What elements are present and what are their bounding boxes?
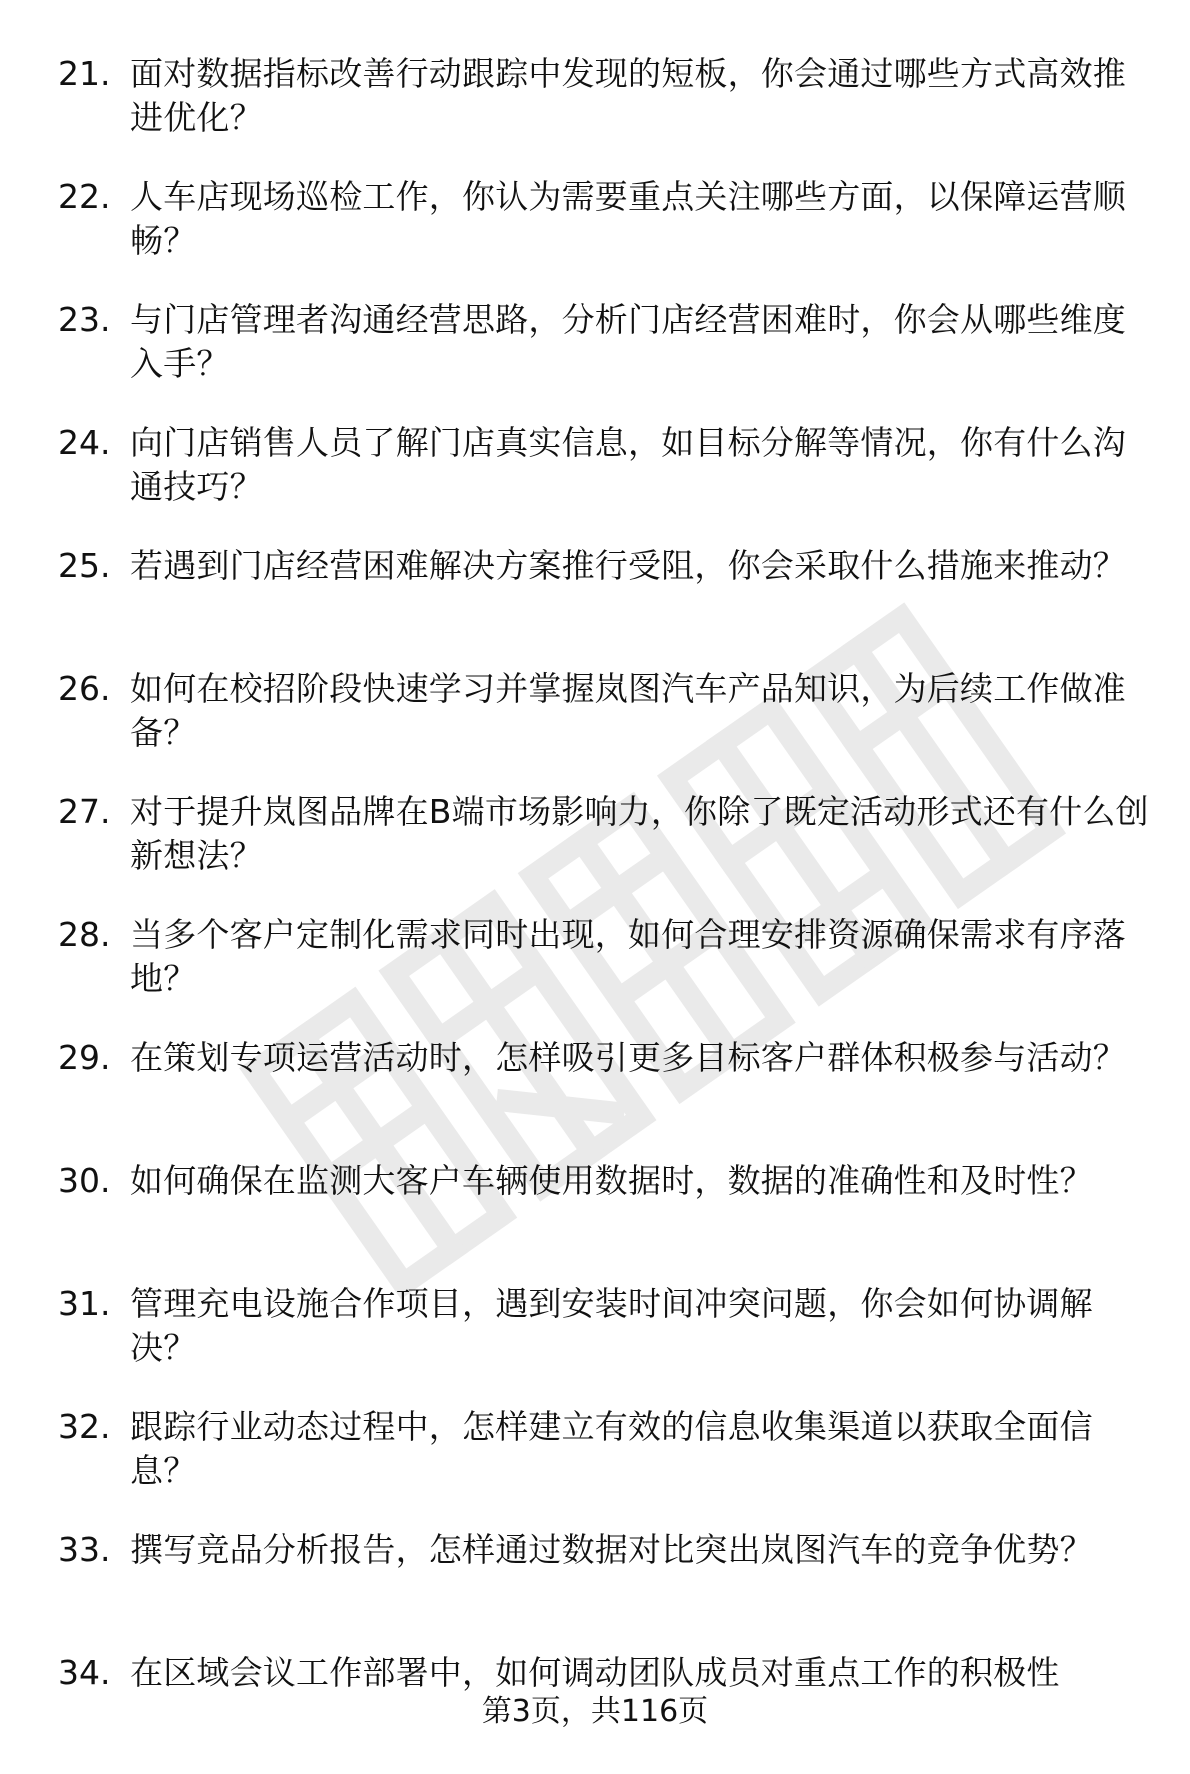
question-text: 向门店销售人员了解门店真实信息，如目标分解等情况，你有什么沟通技巧？: [130, 423, 1126, 506]
list-item: [58, 1405, 1158, 1528]
question-text: 面对数据指标改善行动跟踪中发现的短板，你会通过哪些方式高效推进优化？: [130, 54, 1126, 137]
list-item: [58, 544, 1158, 667]
question-number: 31.: [58, 1284, 111, 1323]
question-text: 当多个客户定制化需求同时出现，如何合理安排资源确保需求有序落地？: [130, 915, 1126, 998]
question-number: 32.: [58, 1407, 111, 1446]
list-item: [58, 421, 1158, 544]
question-number: 33.: [58, 1530, 111, 1569]
question-number: 24.: [58, 423, 111, 462]
question-text: 撰写竞品分析报告，怎样通过数据对比突出岚图汽车的竞争优势？: [130, 1530, 1093, 1569]
question-text: 人车店现场巡检工作，你认为需要重点关注哪些方面，以保障运营顺畅？: [130, 177, 1126, 260]
question-text: 与门店管理者沟通经营思路，分析门店经营困难时，你会从哪些维度入手？: [130, 300, 1126, 383]
page-footer: 第3页，共116页: [481, 1694, 709, 1729]
list-item: [58, 667, 1158, 790]
list-item: [58, 1282, 1158, 1405]
question-text: 在策划专项运营活动时，怎样吸引更多目标客户群体积极参与活动？: [130, 1038, 1126, 1077]
question-text: 管理充电设施合作项目，遇到安装时间冲突问题，你会如何协调解决？: [130, 1284, 1093, 1367]
question-text: 跟踪行业动态过程中，怎样建立有效的信息收集渠道以获取全面信息？: [130, 1407, 1093, 1490]
question-number: 34.: [58, 1653, 111, 1692]
list-item: [58, 1159, 1158, 1282]
question-number: 27.: [58, 792, 111, 831]
question-text: 在区域会议工作部署中，如何调动团队成员对重点工作的积极性: [130, 1653, 1060, 1692]
list-item: [58, 913, 1158, 1036]
list-item: [58, 790, 1158, 913]
question-text: 如何在校招阶段快速学习并掌握岚图汽车产品知识，为后续工作做准备？: [130, 669, 1126, 752]
list-item: [58, 52, 1158, 175]
question-number: 25.: [58, 546, 111, 585]
list-item: [58, 175, 1158, 298]
list-item: [58, 1036, 1158, 1159]
question-text: 若遇到门店经营困难解决方案推行受阻，你会采取什么措施来推动？: [130, 546, 1126, 585]
list-item: [58, 298, 1158, 421]
question-number: 30.: [58, 1161, 111, 1200]
question-number: 23.: [58, 300, 111, 339]
question-number: 28.: [58, 915, 111, 954]
question-text: 如何确保在监测大客户车辆使用数据时，数据的准确性和及时性？: [130, 1161, 1093, 1200]
question-number: 21.: [58, 54, 111, 93]
question-number: 29.: [58, 1038, 111, 1077]
question-number: 26.: [58, 669, 111, 708]
question-number: 22.: [58, 177, 111, 216]
question-list: [58, 52, 1158, 1774]
question-text: 对于提升岚图品牌在B端市场影响力，你除了既定活动形式还有什么创新想法？: [130, 792, 1149, 875]
list-item: [58, 1528, 1158, 1651]
